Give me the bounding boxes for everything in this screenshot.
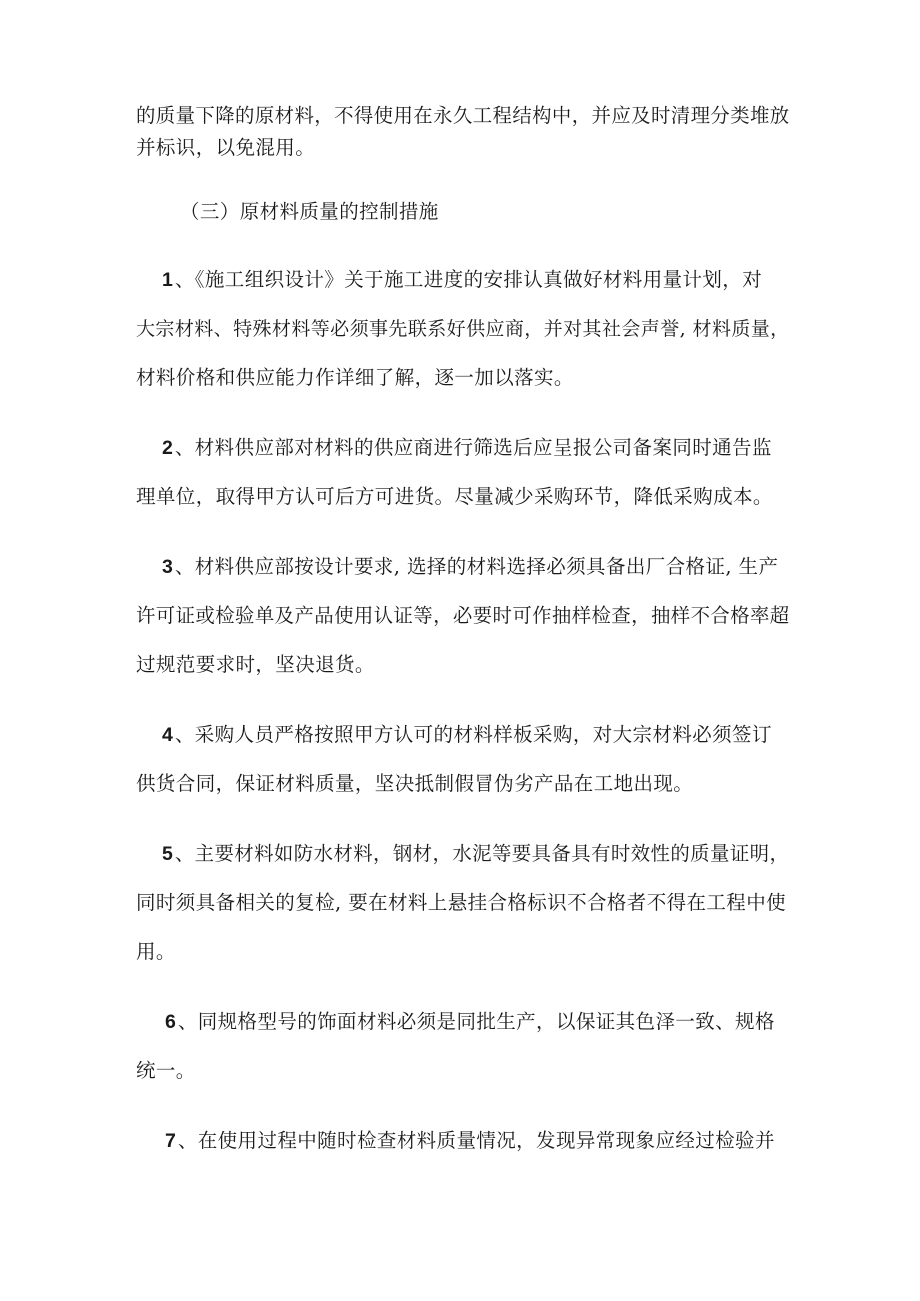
list-item-3-line-3: 过规范要求时，坚决退货。 — [136, 653, 375, 676]
item-number: 3 — [162, 556, 173, 578]
list-item-7-line-1 — [165, 1128, 775, 1154]
item-text: 、同规格型号的饰面材料必须是同批生产，以保证其色泽一致、规格 — [177, 1010, 775, 1033]
list-item-3-line-2: 许可证或检验单及产品使用认证等，必要时可作抽样检查，抽样不合格率超 — [136, 604, 790, 627]
intro-line-1: 的质量下降的原材料，不得使用在永久工程结构中，并应及时清理分类堆放 — [136, 104, 790, 127]
intro-line-2: 并标识，以免混用。 — [136, 136, 316, 159]
item-number: 6 — [165, 1011, 176, 1033]
item-text: 、在使用过程中随时检查材料质量情况，发现异常现象应经过检验并 — [177, 1129, 775, 1152]
list-item-1-line-1 — [162, 267, 762, 293]
item-number: 2 — [162, 437, 173, 459]
item-number: 1 — [162, 269, 173, 291]
list-item-4-line-2: 供货合同，保证材料质量，坚决抵制假冒伪劣产品在工地出现。 — [136, 772, 694, 795]
list-item-5-line-2: 同时须具备相关的复检, 要在材料上悬挂合格标识不合格者不得在工程中使 — [136, 891, 786, 914]
item-text: 、《施工组织设计》关于施工进度的安排认真做好材料用量计划，对 — [174, 268, 763, 291]
item-number: 7 — [165, 1130, 176, 1152]
list-item-4-line-1 — [162, 722, 772, 748]
list-item-6-line-2: 统一。 — [136, 1059, 196, 1082]
list-item-5-line-3: 用。 — [136, 940, 176, 963]
list-item-5-line-1 — [162, 841, 789, 867]
item-number: 5 — [162, 843, 173, 865]
item-number: 4 — [162, 724, 173, 746]
list-item-3-line-1 — [162, 554, 778, 580]
item-text: 、主要材料如防水材料，钢材，水泥等要具备具有时效性的质量证明， — [174, 842, 790, 865]
list-item-2-line-2: 理单位，取得甲方认可后方可进货。尽量减少采购环节，降低采购成本。 — [136, 485, 773, 508]
section-heading: （三）原材料质量的控制措施 — [180, 200, 439, 223]
item-text: 、采购人员严格按照甲方认可的材料样板采购，对大宗材料必须签订 — [174, 723, 772, 746]
list-item-1-line-3: 材料价格和供应能力作详细了解，逐一加以落实。 — [136, 366, 574, 389]
list-item-6-line-1 — [165, 1009, 775, 1035]
list-item-1-line-2: 大宗材料、特殊材料等必须事先联系好供应商，并对其社会声誉, 材料质量， — [136, 318, 790, 340]
item-text: 、材料供应部对材料的供应商进行筛选后应呈报公司备案同时通告监 — [174, 436, 772, 459]
list-item-2-line-1 — [162, 435, 772, 461]
item-text: 、材料供应部按设计要求, 选择的材料选择必须具备出厂合格证, 生产 — [174, 555, 779, 578]
